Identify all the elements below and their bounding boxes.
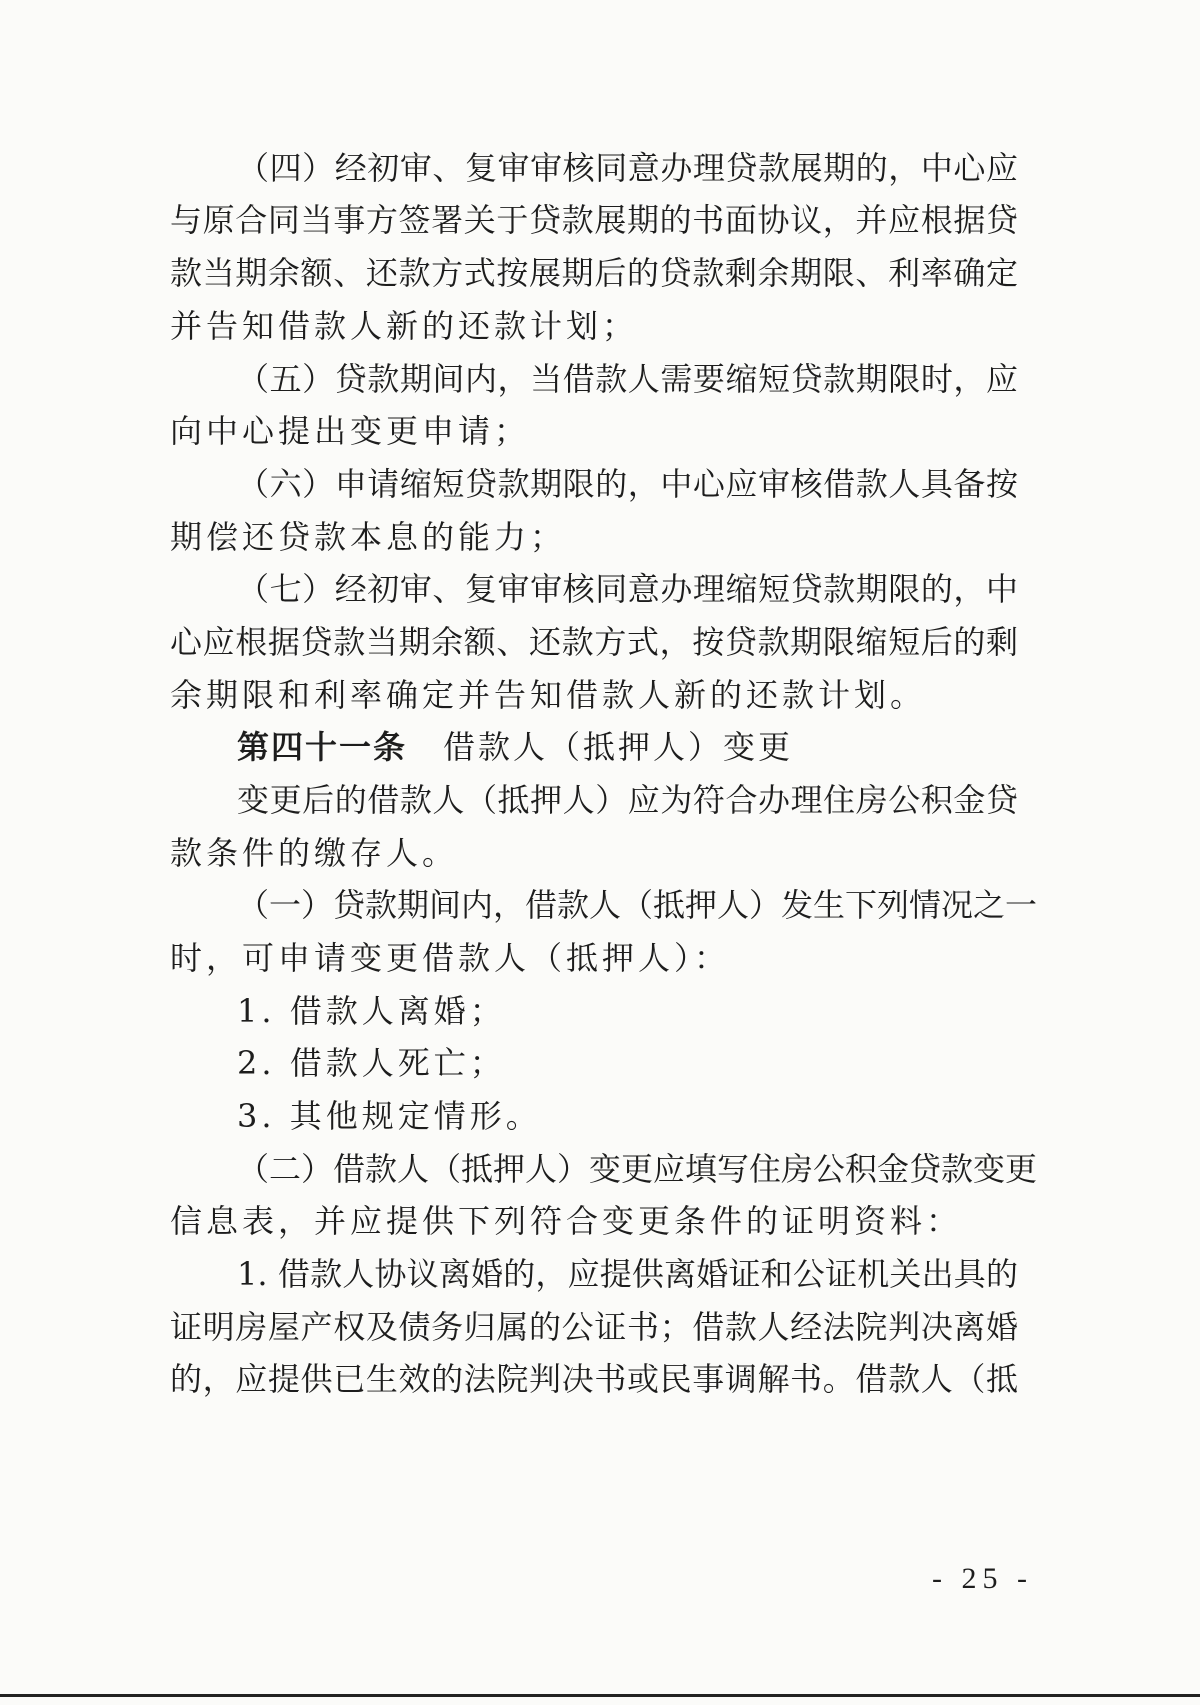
paragraph-line: 向中心提出变更申请； — [170, 412, 531, 450]
list-item: 2. 借款人死亡； — [237, 1044, 506, 1082]
paragraph-line: 心应根据贷款当期余额、还款方式，按贷款期限缩短后的剩 — [170, 623, 1018, 661]
paragraph-line: 证明房屋产权及债务归属的公证书；借款人经法院判决离婚 — [170, 1308, 1018, 1346]
paragraph-line: 信息表，并应提供下列符合变更条件的证明资料： — [170, 1202, 963, 1240]
bottom-edge-rule — [0, 1694, 1200, 1697]
page-number: - 25 - — [932, 1562, 1033, 1595]
paragraph-line: 变更后的借款人（抵押人）应为符合办理住房公积金贷 — [237, 781, 1018, 819]
paragraph-line: 余期限和利率确定并告知借款人新的还款计划。 — [170, 676, 927, 714]
paragraph-line: （四）经初审、复审审核同意办理贷款展期的，中心应 — [237, 149, 1018, 187]
article-number: 第四十一条 — [237, 728, 408, 766]
paragraph-line: 时，可申请变更借款人（抵押人）： — [170, 939, 731, 977]
paragraph-line: 1. 借款人协议离婚的，应提供离婚证和公证机关出具的 — [237, 1255, 1018, 1293]
paragraph-line: （七）经初审、复审审核同意办理缩短贷款期限的，中 — [237, 570, 1018, 608]
paragraph-line: 与原合同当事方签署关于贷款展期的书面协议，并应根据贷 — [170, 201, 1018, 239]
list-item: 3. 其他规定情形。 — [237, 1097, 542, 1135]
list-item: 1. 借款人离婚； — [237, 992, 506, 1030]
paragraph-line: 款当期余额、还款方式按展期后的贷款剩余期限、利率确定 — [170, 254, 1018, 292]
paragraph-line: （六）申请缩短贷款期限的，中心应审核借款人具备按 — [237, 465, 1018, 503]
article-heading — [237, 727, 1018, 767]
paragraph-line: 的，应提供已生效的法院判决书或民事调解书。借款人（抵 — [170, 1360, 1018, 1398]
paragraph-line: 期偿还贷款本息的能力； — [170, 518, 567, 556]
article-title: 借款人（抵押人）变更 — [443, 728, 794, 766]
paragraph-line: （五）贷款期间内，当借款人需要缩短贷款期限时，应 — [237, 360, 1018, 398]
paragraph-line: （一）贷款期间内，借款人（抵押人）发生下列情况之一 — [237, 886, 1038, 924]
paragraph-line: （二）借款人（抵押人）变更应填写住房公积金贷款变更 — [237, 1150, 1038, 1188]
paragraph-line: 并告知借款人新的还款计划； — [170, 307, 639, 345]
paragraph-line: 款条件的缴存人。 — [170, 834, 459, 872]
